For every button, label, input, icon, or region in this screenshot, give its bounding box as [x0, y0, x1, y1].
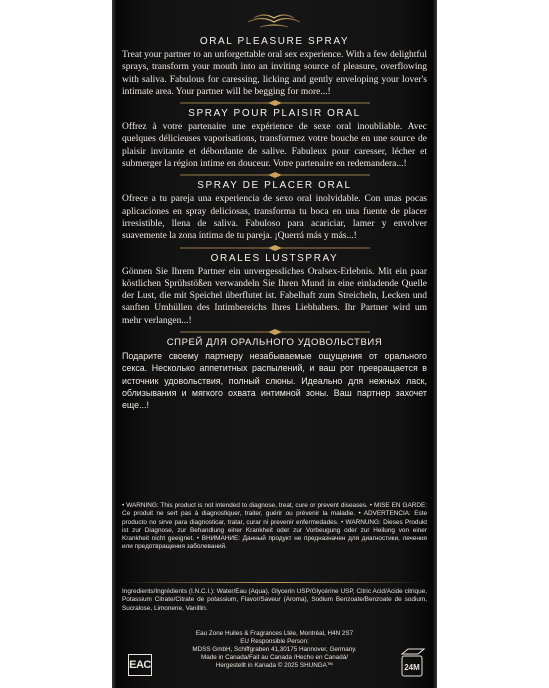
- box-right-edge: [433, 0, 437, 688]
- description-area: [122, 34, 427, 412]
- heading-spanish: SPRAY DE PLACER ORAL: [197, 180, 352, 192]
- box-left-edge: [112, 0, 116, 688]
- heading-german: ORALES LUSTSPRAY: [210, 252, 339, 264]
- gold-separator-icon: [180, 100, 370, 106]
- paragraph-spanish: Ofrece a tu pareja una experiencia de sexo oral inolvidable. Con unas pocas aplicaciones en spray deliciosas, transforma tu boca en una fuente de placer irresistible, llena de saliva. Fabuloso para acariciar, lamer y envolver suavemente la zona íntima de tu pareja. ¡Querrá más y más...!: [122, 194, 427, 242]
- paragraph-english: Treat your partner to an unforgettable oral sex experience. With a few delightful sprays, transform your mouth into an inviting source of pleasure, overflowing with saliva. Fabulous for caressing, licking and gently enveloping your lover's intimate area. Your partner will be begging for more...!: [122, 50, 427, 97]
- ingredients-text: Ingredients/Ingrédients (I.N.C.I.): Water/Eau (Aqua), Glycerin USP/Glycérine USP, Citric Acid/Acide citrique, Potassium Citrate/Citrate de potassium, Flavor/Saveur (Aroma), Sodium Benzoate/Benzoate de sodium, Sucralose, Limonene, Vanillin.: [122, 588, 427, 612]
- heading-russian: СПРЕЙ ДЛЯ ОРАЛЬНОГО УДОВОЛЬСТВИЯ: [166, 337, 383, 349]
- gold-separator-icon: [180, 245, 370, 251]
- company-line: Hergestellt in Kanada © 2025 SHUNGA™: [215, 661, 334, 669]
- gold-separator-icon: [180, 172, 370, 178]
- heading-english: ORAL PLEASURE SPRAY: [199, 36, 350, 47]
- paragraph-french: Offrez à votre partenaire une expérience de sexe oral inoubliable. Avec quelques délicieuses vaporisations, transformez votre bouche en une source de plaisir invitante et débordante de salive. Fabuleux pour caresser, lécher et submerger la région intime en douceur. Votre partenaire en redemandera...!: [122, 122, 427, 170]
- gold-separator-icon: [180, 329, 370, 335]
- company-line: EU Responsible Person:: [240, 637, 309, 645]
- company-line: MDSS GmbH, Schiffgraben 41,30175 Hannover, Germany.: [192, 645, 357, 653]
- gold-divider: [122, 582, 427, 583]
- gold-ornament-icon: [112, 10, 437, 32]
- pao-label: 24M: [404, 663, 420, 672]
- heading-french: SPRAY POUR PLAISIR ORAL: [188, 108, 361, 120]
- company-line: Eau Zone Huiles & Fragrances Ltée, Montréal, H4N 2S7: [195, 630, 354, 637]
- paragraph-russian: Подарите своему партнеру незабываемые ощущения от орального секса. Несколько аппетитных распылений, и ваш рот превращается в источник удовольствия, полный слюны. Идеально для нежных ласк, облизывания и мягкого охвата интимной зоны. Ваш партнер захочет еще...!: [122, 351, 427, 411]
- paragraph-german: Gönnen Sie Ihrem Partner ein unvergessliches Oralsex-Erlebnis. Mit ein paar köstlichen Sprühstößen verwandeln Sie Ihren Mund in eine einladende Quelle der Lust, die mit Speichel überflutet ist. Fabelhaft zum Streicheln, Lecken und sanften Umhüllen des Intimbereichs Ihres Liebhabers. Ihr Partner wird um mehr verlangen...!: [122, 266, 427, 326]
- company-line: Made in Canada/Fait au Canada /Hecho en Canadá/: [200, 653, 349, 661]
- eac-mark: EAC: [128, 654, 152, 676]
- warning-text: • WARNING: This product is not intended to diagnose, treat, cure or prevent diseases. • MISE EN GARDE: Ce produit ne sert pas à diagnostiquer, traiter, guérir ou prévenir la maladie. • ADVERTENCIA: Este producto no sirve para diagnosticar, tratar, curar ni prevenir enfermedades. • WARNUNG: Dieses Produkt ist zur Diagnose, zur Behandlung einer Krankheit oder zur Vorbeugung oder zur Heilung von einer Krankheit nicht geeignet. • ВНИМАНИЕ: Данный продукт не предназначен для диагностики, лечения или предотвращения заболеваний.: [122, 502, 427, 551]
- open-jar-icon: [399, 648, 425, 678]
- product-box-panel: [112, 0, 437, 688]
- company-info: [152, 630, 397, 670]
